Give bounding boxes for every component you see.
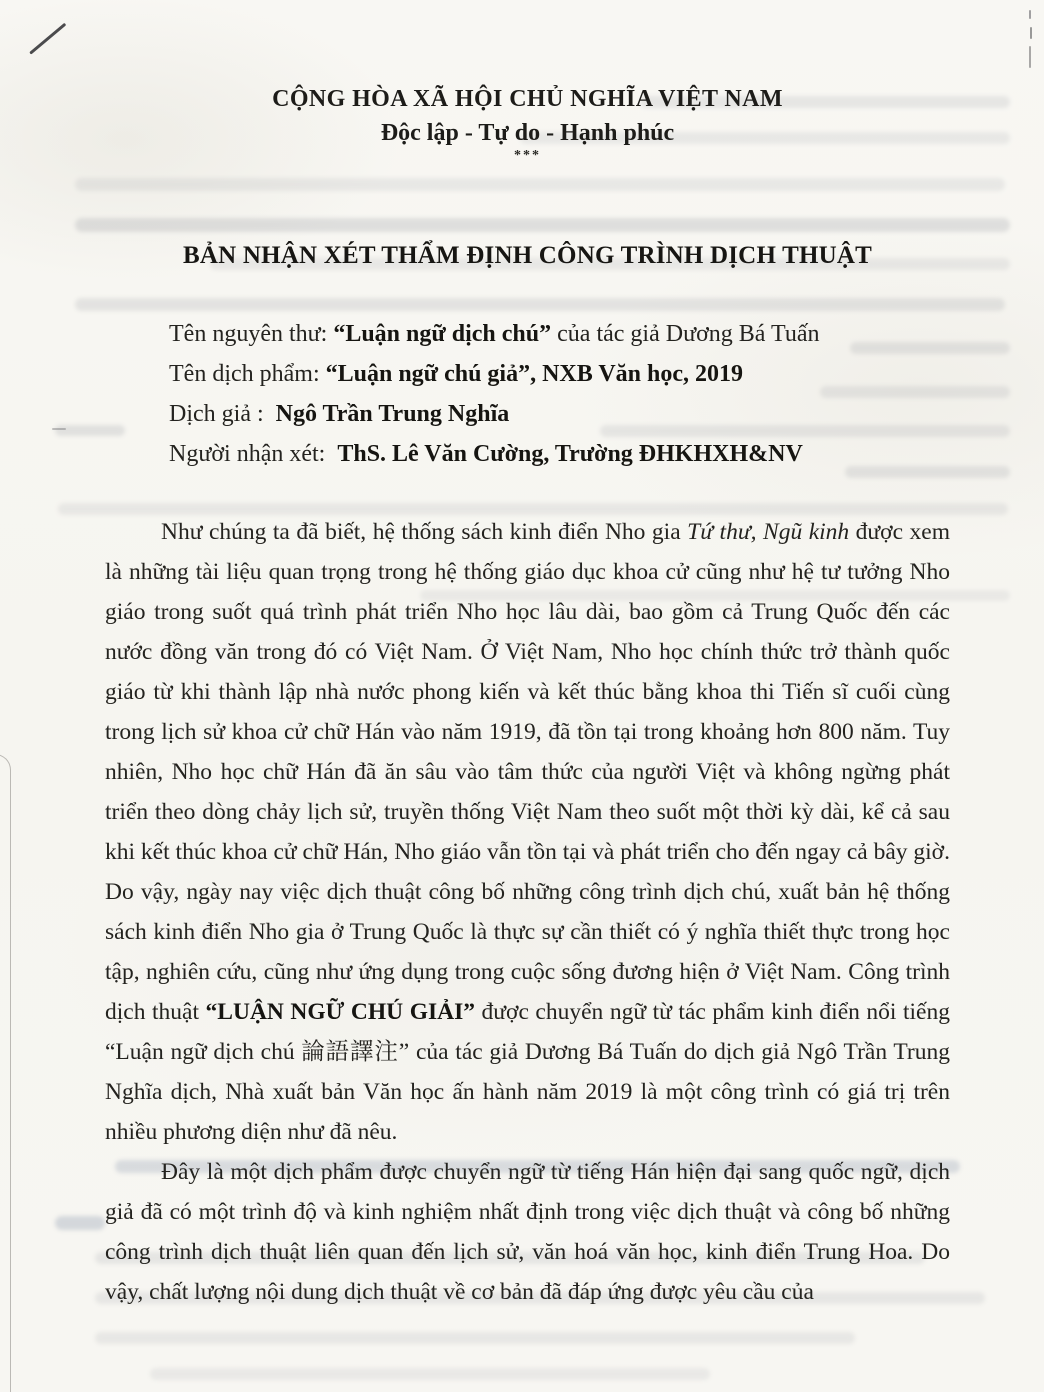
meta-original-suffix: của tác giả Dương Bá Tuấn bbox=[551, 321, 820, 347]
bleed-through-mark bbox=[95, 1332, 855, 1344]
edge-smudge-mark bbox=[1029, 10, 1031, 19]
edge-smudge-mark bbox=[52, 428, 66, 430]
p1-seg1: Như chúng ta đã biết, hệ thống sách kinh điển Nho gia bbox=[161, 519, 688, 545]
meta-reviewer-label: Người nhận xét: bbox=[169, 441, 332, 467]
national-title: CỘNG HÒA XÃ HỘI CHỦ NGHĨA VIỆT NAM bbox=[272, 86, 783, 112]
meta-translation-value: “Luận ngữ chú giả”, NXB Văn học, 2019 bbox=[325, 361, 744, 387]
meta-reviewer-value: ThS. Lê Văn Cường, Trường ĐHKHXH&NV bbox=[337, 441, 803, 467]
body-text bbox=[105, 512, 950, 1312]
edge-smudge-mark bbox=[1029, 46, 1031, 68]
p1-bold-work-title: “LUẬN NGỮ CHÚ GIẢI” bbox=[205, 999, 475, 1025]
meta-translation-title bbox=[169, 354, 950, 394]
pen-stroke-mark bbox=[29, 23, 66, 55]
national-header bbox=[105, 86, 950, 164]
p2-text: Đây là một dịch phẩm được chuyển ngữ từ tiếng Hán hiện đại sang quốc ngữ, dịch giả đã có một trình độ và kinh nghiệm nhất định trong việc dịch thuật và công bố những công trình dịch thuật liên quan đến lịch sử, văn hoá văn học, kinh điển Trung Hoa. Do vậy, chất lượng nội dung dịch thuật về cơ bản đã đáp ứng được yêu cầu của bbox=[105, 1159, 950, 1305]
underlying-sheet-edge bbox=[0, 754, 11, 1392]
separator-stars: *** bbox=[514, 148, 541, 163]
meta-original-label: Tên nguyên thư: bbox=[169, 321, 334, 347]
meta-translator-label: Dịch giả : bbox=[169, 401, 270, 427]
p1-italic-titles: Tứ thư, Ngũ kinh bbox=[687, 519, 850, 545]
meta-reviewer bbox=[169, 434, 950, 474]
document-content bbox=[105, 86, 950, 1312]
metadata-block bbox=[169, 314, 950, 474]
p1-seg5: được chuyển ngữ từ tác phẩm kinh điển nổi tiếng “Luận ngữ dịch chú 論語譯注” của tác giả Dương Bá Tuấn do dịch giả Ngô Trần Trung Nghĩa dịch, Nhà xuất bản Văn học ấn hành năm 2019 là một công trình có giá trị trên nhiều phương diện như đã nêu. bbox=[105, 999, 950, 1145]
meta-original-value: “Luận ngữ dịch chú” bbox=[333, 321, 552, 347]
meta-original-title bbox=[169, 314, 950, 354]
bleed-through-mark bbox=[55, 1216, 105, 1230]
document-title: BẢN NHẬN XÉT THẨM ĐỊNH CÔNG TRÌNH DỊCH THUẬT bbox=[183, 242, 872, 269]
meta-translator-value: Ngô Trần Trung Nghĩa bbox=[275, 401, 510, 427]
edge-smudge-mark bbox=[1030, 27, 1032, 39]
national-motto: Độc lập - Tự do - Hạnh phúc bbox=[380, 120, 675, 146]
paragraph-2 bbox=[105, 1152, 950, 1312]
paragraph-1 bbox=[105, 512, 950, 1152]
meta-translator bbox=[169, 394, 950, 434]
p1-seg3: được xem là những tài liệu quan trọng trong hệ thống giáo dục khoa cử cũng như hệ tư tưởng Nho giáo trong suốt quá trình phát triển Nho học lâu dài, bao gồm cả Trung Quốc đến các nước đồng văn trong đó có Việt Nam. Ở Việt Nam, Nho học chính thức trở thành quốc giáo từ khi thành lập nhà nước phong kiến và kết thúc bằng khoa thi Tiến sĩ cuối cùng trong lịch sử khoa cử chữ Hán vào năm 1919, đã tồn tại trong khoảng hơn 800 năm. Tuy nhiên, Nho học chữ Hán đã ăn sâu vào tâm thức của người Việt và không ngừng phát triển theo dòng chảy lịch sử, truyền thống Việt Nam theo suốt một thời kỳ dài, kể cả sau khi kết thúc khoa cử chữ Hán, Nho giáo vẫn tồn tại và phát triển cho đến ngay cả bây giờ. Do vậy, ngày nay việc dịch thuật công bố những công trình dịch chú, xuất bản hệ thống sách kinh điển Nho gia ở Trung Quốc là thực sự cần thiết có ý nghĩa thiết thực trong học tập, nghiên cứu, cũng như ứng dụng trong cuộc sống đương hiện ở Việt Nam. Công trình dịch thuật bbox=[105, 519, 950, 1025]
meta-translation-label: Tên dịch phẩm: bbox=[169, 361, 326, 387]
bleed-through-mark bbox=[150, 1368, 710, 1380]
